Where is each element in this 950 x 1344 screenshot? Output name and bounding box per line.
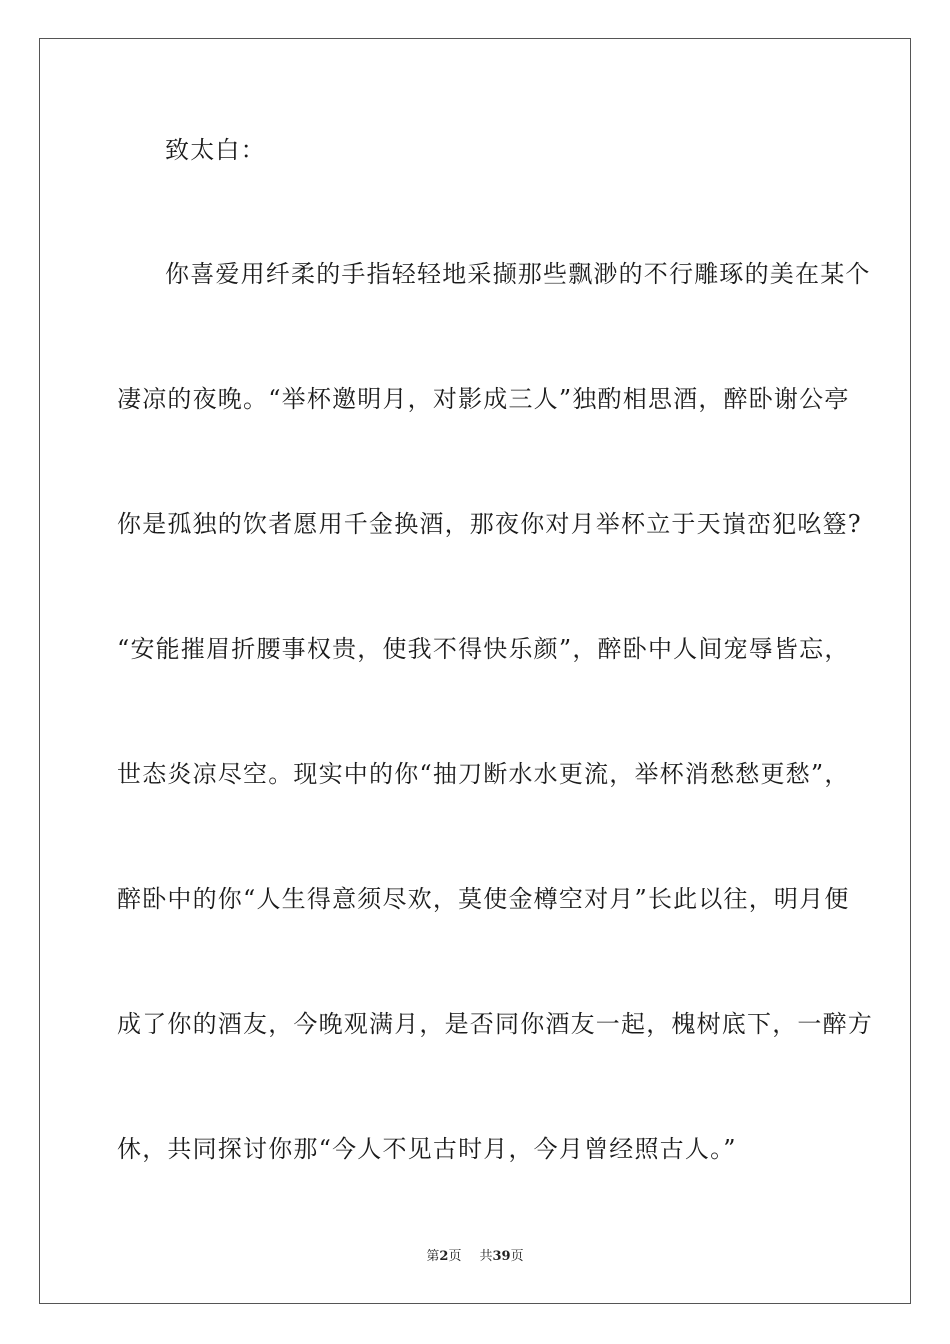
paragraph-line-3: 你是孤独的饮者愿用千金换酒，那夜你对月举杯立于天嵿峦犯吆簦? xyxy=(117,510,862,538)
salutation: 致太白： xyxy=(165,136,266,164)
page-prefix: 第 xyxy=(426,1249,440,1264)
paragraph-line-2: 凄凉的夜晚。“举杯邀明月，对影成三人”独酌相思酒，醉卧谢公亭 xyxy=(117,385,850,413)
paragraph-line-6: 醉卧中的你“人生得意须尽欢，莫使金樽空对月”长此以往，明月便 xyxy=(117,885,850,913)
page-number: 2 xyxy=(439,1249,449,1264)
page-suffix: 页 xyxy=(448,1249,462,1264)
total-suffix: 页 xyxy=(510,1249,524,1264)
paragraph-line-7: 成了你的酒友，今晚观满月，是否同你酒友一起，槐树底下，一醉方 xyxy=(117,1010,873,1038)
page-footer xyxy=(0,1248,950,1266)
total-prefix: 共 xyxy=(479,1249,493,1264)
paragraph-line-1: 你喜爱用纤柔的手指轻轻地采撷那些飘渺的不行雕琢的美在某个 xyxy=(165,260,871,288)
paragraph-line-4: “安能摧眉折腰事权贵，使我不得快乐颜”，醉卧中人间宠辱皆忘， xyxy=(117,635,850,663)
paragraph-line-5: 世态炎凉尽空。现实中的你“抽刀断水水更流，举杯消愁愁更愁”， xyxy=(117,760,850,788)
page-border xyxy=(39,38,911,1304)
total-pages: 39 xyxy=(492,1249,511,1264)
paragraph-line-8: 休，共同探讨你那“今人不见古时月，今月曾经照古人。” xyxy=(117,1135,737,1163)
